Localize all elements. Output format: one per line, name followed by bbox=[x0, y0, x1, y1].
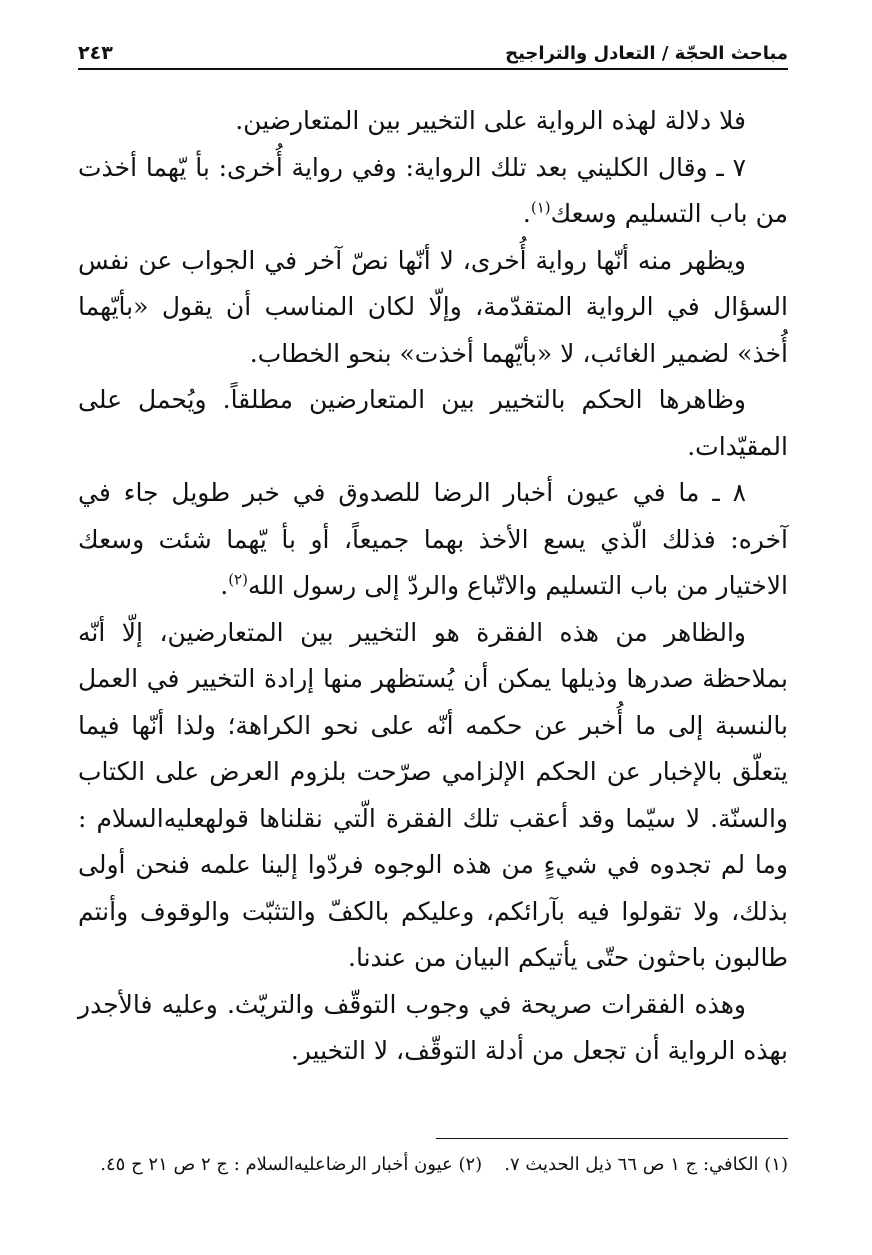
paragraph-2 bbox=[78, 145, 788, 238]
page-number: ٢٤٣ bbox=[78, 42, 113, 64]
paragraph-1 bbox=[78, 98, 788, 145]
paragraph-6-text: والظاهر من هذه الفقرة هو التخيير بين المتعارضين، إلّا أنّه بملاحظة صدرها وذيلها يمكن أن يُستظهر منها إرادة التخيير في العمل بالنسبة إلى ما أُخبر عن حكمه أنّه على نحو الكراهة؛ ولذا أنّها فيما يتعلّق بالإخبار عن الحكم الإلزامي صرّحت بلزوم العرض على الكتاب والسنّة. لا سيّما وقد أعقب تلك الفقرة الّتي نقلناها قولهعليه‌السلام : وما لم تجدوه في شيءٍ من هذه الوجوه فردّوا إلينا علمه فنحن أولى بذلك، ولا تقولوا فيه بآرائكم، وعليكم بالكفّ والتثبّت والوقوف وأنتم طالبون باحثون حتّى يأتيكم البيان من عندنا. bbox=[78, 617, 788, 972]
paragraph-6 bbox=[78, 610, 788, 982]
page-header bbox=[78, 34, 788, 70]
footnote-ref-1: (١) bbox=[530, 198, 551, 217]
paragraph-7-text: وهذه الفقرات صريحة في وجوب التوقّف والتريّث. وعليه فالأجدر بهذه الرواية أن تجعل من أدلة التوقّف، لا التخيير. bbox=[78, 989, 788, 1065]
paragraph-4 bbox=[78, 377, 788, 470]
main-text bbox=[78, 98, 788, 1075]
paragraph-5-text: ٨ ـ ما في عيون أخبار الرضا للصدوق في خبر طويل جاء في آخره: فذلك الّذي يسع الأخذ بهما جميعاً، أو بأ يّهما شئت وسعك الاختيار من باب التسليم والاتّباع والردّ إلى رسول الله bbox=[78, 478, 788, 600]
paragraph-5 bbox=[78, 470, 788, 610]
footnote-2: (٢) عيون أخبار الرضاعليه‌السلام : ج ٢ ص ٢١ ح ٤٥. bbox=[100, 1154, 483, 1175]
paragraph-2-end: . bbox=[522, 199, 531, 228]
footnote-1: (١) الكافي: ج ١ ص ٦٦ ذيل الحديث ٧. bbox=[504, 1154, 788, 1175]
footnotes bbox=[78, 1150, 788, 1180]
paragraph-3 bbox=[78, 238, 788, 378]
paragraph-1-text: فلا دلالة لهذه الرواية على التخيير بين المتعارضين. bbox=[235, 106, 746, 135]
paragraph-2-text: ٧ ـ وقال الكليني بعد تلك الرواية: وفي رواية أُخرى: بأ يّهما أخذت من باب التسليم وسعك bbox=[78, 152, 788, 228]
paragraph-3-text: ويظهر منه أنّها رواية أُخرى، لا أنّها نصّ آخر في الجواب عن نفس السؤال في الرواية المتقدّمة، وإلّا لكان المناسب أن يقول «بأيّهما أُخذ» لضمير الغائب، لا «بأيّهما أخذت» بنحو الخطاب. bbox=[78, 245, 788, 368]
paragraph-7 bbox=[78, 982, 788, 1075]
footnote-ref-2: (٢) bbox=[228, 570, 248, 589]
paragraph-4-text: وظاهرها الحكم بالتخيير بين المتعارضين مطلقاً. ويُحمل على المقيّدات. bbox=[78, 385, 788, 461]
paragraph-5-end: . bbox=[220, 571, 229, 600]
running-title: مباحث الحجّة / التعادل والتراجيح bbox=[505, 43, 788, 64]
footnote-divider bbox=[436, 1138, 788, 1139]
